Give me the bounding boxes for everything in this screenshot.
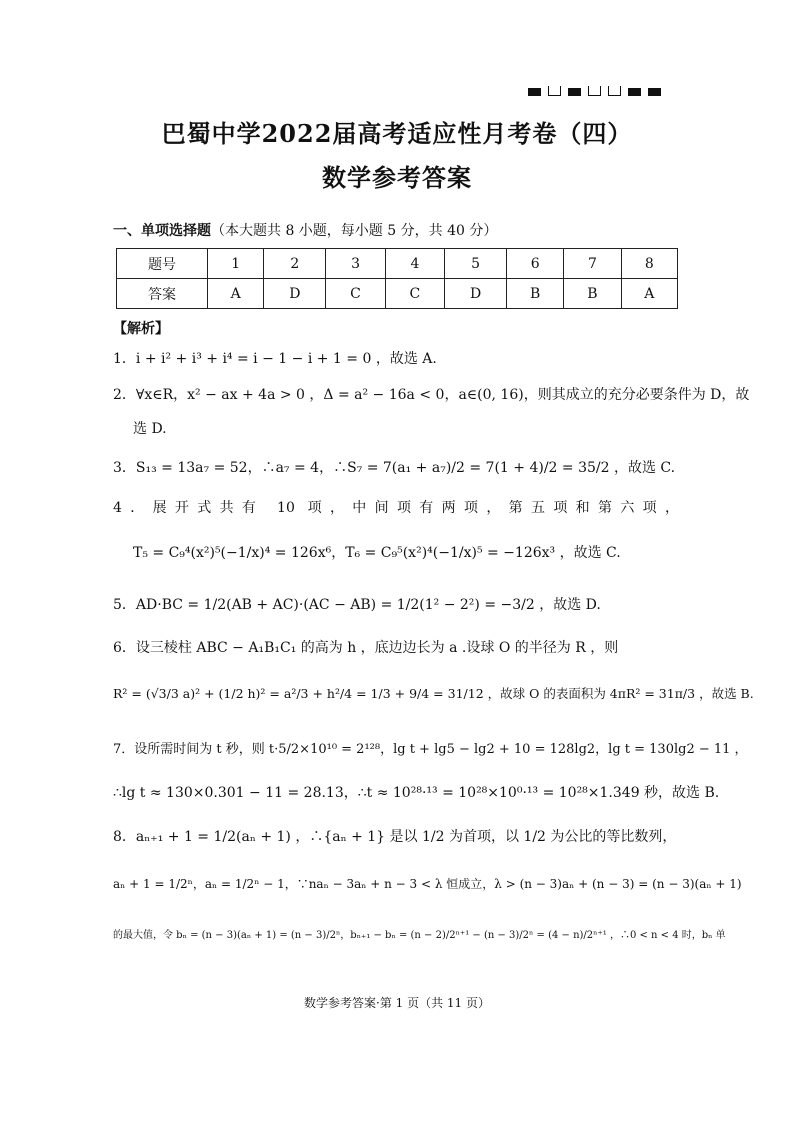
table-header-cell: 题号 bbox=[117, 249, 208, 279]
section-note: （本大题共 8 小题，每小题 5 分，共 40 分） bbox=[211, 223, 498, 239]
table-cell: 6 bbox=[507, 249, 564, 279]
table-row bbox=[117, 249, 678, 279]
table-cell: B bbox=[564, 279, 621, 309]
table-row bbox=[117, 279, 678, 309]
solution-line: 选 D. bbox=[133, 421, 167, 437]
table-cell: 1 bbox=[208, 249, 264, 279]
mark-icon bbox=[628, 88, 641, 96]
table-cell: 8 bbox=[621, 249, 677, 279]
table-cell: D bbox=[264, 279, 326, 309]
solution-line: 7．设所需时间为 t 秒，则 t·5/2×10¹⁰ = 2¹²⁸，lg t + lg5 − lg2 + 10 = 128lg2，lg t = 130lg2 − 11 ， bbox=[113, 742, 748, 757]
section-heading bbox=[113, 220, 497, 240]
table-cell: 3 bbox=[326, 249, 385, 279]
solution-line: 1．i + i² + i³ + i⁴ = i − 1 − i + 1 = 0 ，故选 A. bbox=[113, 351, 437, 367]
analysis-label: 【解析】 bbox=[113, 321, 169, 337]
solution-line: 3．S₁₃ = 13a₇ = 52，∴a₇ = 4，∴S₇ = 7(a₁ + a₇)/2 = 7(1 + 4)/2 = 35/2 ，故选 C. bbox=[113, 460, 676, 476]
solution-line: 6．设三棱柱 ABC − A₁B₁C₁ 的高为 h ，底边边长为 a .设球 O 的半径为 R ，则 bbox=[113, 640, 619, 656]
table-cell: A bbox=[208, 279, 264, 309]
page-footer: 数学参考答案·第 1 页（共 11 页） bbox=[304, 996, 490, 1010]
solution-line: 的最大值，令 bₙ = (n − 3)(aₙ + 1) = (n − 3)/2ⁿ，bₙ₊₁ − bₙ = (n − 2)/2ⁿ⁺¹ − (n − 3)/2ⁿ = (4 − n)/2ⁿ⁺¹ ，∴0 < n < 4 时，bₙ 单 bbox=[113, 930, 726, 941]
table-cell: A bbox=[621, 279, 677, 309]
solution-line: 4．展开式共有 10 项，中间项有两项，第五项和第六项， bbox=[113, 500, 679, 516]
mark-icon bbox=[608, 86, 621, 96]
solution-line: 5．AD·BC = 1/2(AB + AC)·(AC − AB) = 1/2(1² − 2²) = −3/2 ，故选 D. bbox=[113, 597, 601, 613]
table-cell: B bbox=[507, 279, 564, 309]
mark-icon bbox=[648, 88, 661, 96]
table-cell: 5 bbox=[445, 249, 507, 279]
table-cell: C bbox=[385, 279, 444, 309]
mark-icon bbox=[588, 86, 601, 96]
solution-line: 2．∀x∈R，x² − ax + 4a > 0 ，Δ = a² − 16a < 0，a∈(0, 16)，则其成立的充分必要条件为 D，故 bbox=[113, 387, 750, 403]
table-header-cell: 答案 bbox=[117, 279, 208, 309]
table-cell: 7 bbox=[564, 249, 621, 279]
header-marks bbox=[528, 88, 661, 96]
table-cell: 2 bbox=[264, 249, 326, 279]
section-title: 一、单项选择题 bbox=[113, 223, 211, 239]
mark-icon bbox=[528, 88, 541, 96]
solution-line: ∴lg t ≈ 130×0.301 − 11 = 28.13，∴t ≈ 10²⁸·¹³ = 10²⁸×10⁰·¹³ = 10²⁸×1.349 秒，故选 B. bbox=[113, 785, 720, 801]
table-cell: D bbox=[445, 279, 507, 309]
page-title: 巴蜀中学2022届高考适应性月考卷（四） bbox=[161, 119, 633, 148]
table-cell: C bbox=[326, 279, 385, 309]
page-subtitle: 数学参考答案 bbox=[322, 163, 472, 192]
table-cell: 4 bbox=[385, 249, 444, 279]
answer-table bbox=[116, 248, 678, 309]
solution-line: T₅ = C₉⁴(x²)⁵(−1/x)⁴ = 126x⁶，T₆ = C₉⁵(x²)⁴(−1/x)⁵ = −126x³ ，故选 C. bbox=[133, 545, 621, 561]
solution-line: aₙ + 1 = 1/2ⁿ，aₙ = 1/2ⁿ − 1，∵naₙ − 3aₙ + n − 3 < λ 恒成立，λ > (n − 3)aₙ + (n − 3) = (n − 3)(aₙ + 1) bbox=[113, 877, 742, 891]
solution-line: R² = (√3/3 a)² + (1/2 h)² = a²/3 + h²/4 = 1/3 + 9/4 = 31/12 ，故球 O 的表面积为 4πR² = 31π/3 ，故选 B. bbox=[113, 686, 754, 701]
mark-icon bbox=[568, 88, 581, 96]
mark-icon bbox=[548, 86, 561, 96]
solution-line: 8．aₙ₊₁ + 1 = 1/2(aₙ + 1) ，∴{aₙ + 1} 是以 1/2 为首项，以 1/2 为公比的等比数列， bbox=[113, 829, 677, 845]
